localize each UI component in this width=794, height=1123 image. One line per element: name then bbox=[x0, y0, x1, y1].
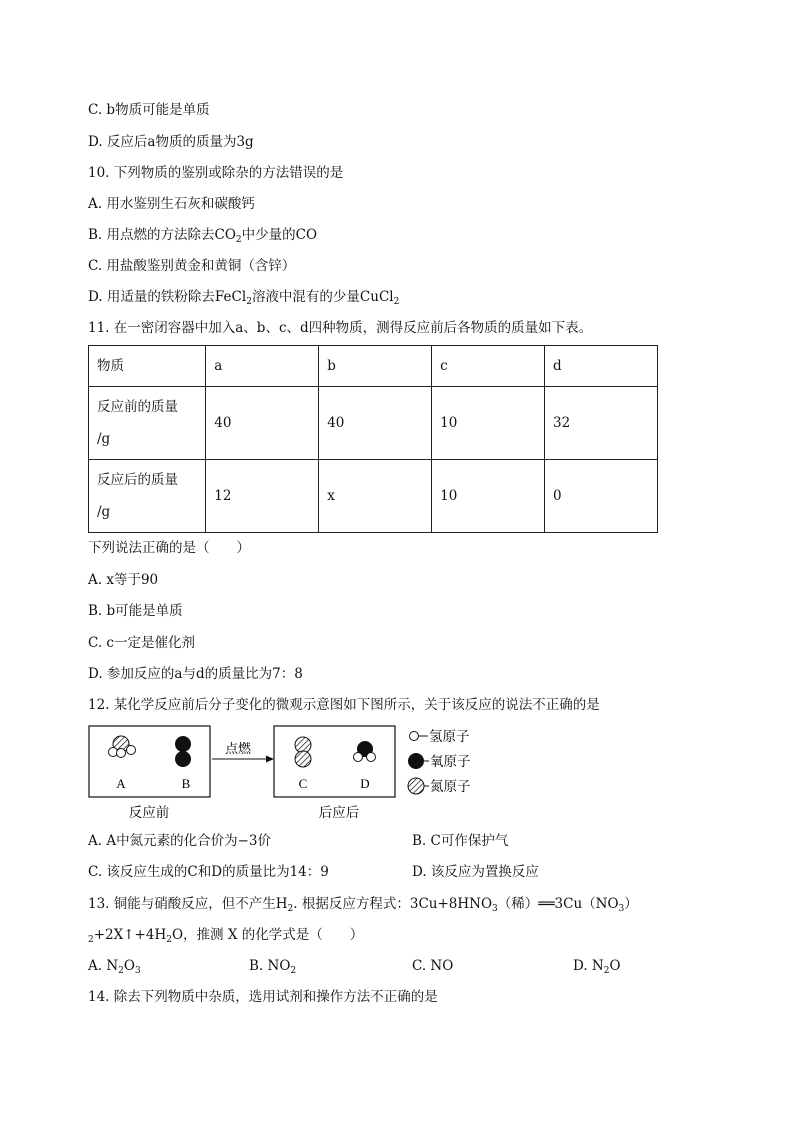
q13-option-c: C. NO bbox=[412, 958, 454, 974]
table-header-cell: 物质 bbox=[89, 346, 206, 387]
table-cell: 10 bbox=[432, 387, 545, 460]
q9-option-c: C. b物质可能是单质 bbox=[88, 102, 210, 118]
q13-stem-line2: $_2+2X↑+4H_2O$，推测 X 的化学式是（ ） bbox=[88, 927, 364, 945]
q10-option-d: D. 用适量的铁粉除去FeCl$_2$溶液中混有的少量CuCl$_2$ bbox=[88, 289, 400, 307]
q11-option-d: D. 参加反应的a与d的质量比为7：8 bbox=[88, 666, 303, 682]
after-caption: 后应后 bbox=[318, 805, 360, 821]
label-b: B bbox=[181, 776, 191, 791]
q10-option-a: A. 用水鉴别生石灰和碳酸钙 bbox=[88, 196, 255, 212]
q13-stem: 13. 铜能与硝酸反应，但不产生$H_2$. 根据反应方程式：$3Cu+8HNO_3$（稀）$══3Cu(NO_3)$ bbox=[88, 896, 638, 914]
nitrogen-atom-icon bbox=[408, 778, 424, 794]
q12-option-b: B. C可作保护气 bbox=[412, 833, 509, 849]
q12-stem: 12. 某化学反应前后分子变化的微观示意图如下图所示，关于该反应的说法不正确的是 bbox=[88, 697, 600, 713]
q10-option-b: B. 用点燃的方法除去$CO_2$中少量的CO bbox=[88, 227, 318, 245]
q11-stem: 11. 在一密闭容器中加入a、b、c、d四种物质，测得反应前后各物质的质量如下表。 bbox=[88, 320, 593, 336]
table-header-row bbox=[89, 346, 658, 387]
label-a: A bbox=[116, 776, 126, 791]
legend-nitrogen: 氮原子 bbox=[430, 779, 471, 795]
nitrogen-molecule bbox=[295, 737, 311, 767]
q10-stem: 10. 下列物质的鉴别或除杂的方法错误的是 bbox=[88, 165, 344, 181]
table-cell: 10 bbox=[432, 460, 545, 533]
table-cell: 40 bbox=[206, 387, 319, 460]
label-c: C bbox=[298, 776, 308, 791]
q14-stem: 14. 除去下列物质中杂质，选用试剂和操作方法不正确的是 bbox=[88, 989, 438, 1005]
q13-option-b: B. $NO_2$ bbox=[249, 958, 297, 976]
q12-option-a: A. A中氮元素的化合价为−3价 bbox=[88, 833, 271, 849]
before-caption: 反应前 bbox=[128, 805, 170, 821]
before-box bbox=[89, 726, 210, 797]
reaction-diagram bbox=[88, 722, 508, 826]
arrow-head-icon bbox=[266, 756, 274, 763]
table-cell: x bbox=[319, 460, 432, 533]
water-molecule bbox=[354, 741, 376, 762]
q9-option-d: D. 反应后a物质的质量为3g bbox=[88, 134, 254, 150]
after-box bbox=[274, 726, 395, 797]
table-header-cell: b bbox=[319, 346, 432, 387]
ammonia-molecule bbox=[109, 736, 136, 758]
q13-option-d: D. $N_2O$ bbox=[573, 958, 621, 976]
q10-option-c: C. 用盐酸鉴别黄金和黄铜（含锌） bbox=[88, 258, 296, 274]
mass-table bbox=[88, 345, 658, 533]
arrow-label: 点燃 bbox=[224, 742, 252, 757]
q13-option-a: A. $N_2O_3$ bbox=[88, 958, 141, 976]
table-row bbox=[89, 387, 658, 460]
table-row-label: 反应后的质量 /g bbox=[89, 460, 206, 533]
hydrogen-atom-icon bbox=[410, 732, 419, 741]
legend-hydrogen: 氢原子 bbox=[429, 729, 470, 745]
table-row-label: 反应前的质量 /g bbox=[89, 387, 206, 460]
table-row bbox=[89, 460, 658, 533]
table-cell: 40 bbox=[319, 387, 432, 460]
q11-option-a: A. x等于90 bbox=[88, 572, 159, 588]
oxygen-molecule bbox=[175, 736, 191, 767]
table-header-cell: d bbox=[545, 346, 658, 387]
q11-question: 下列说法正确的是（ ） bbox=[88, 540, 250, 556]
table-header-cell: a bbox=[206, 346, 319, 387]
legend-oxygen: 氧原子 bbox=[430, 754, 471, 770]
label-d: D bbox=[360, 776, 370, 791]
table-header-cell: c bbox=[432, 346, 545, 387]
q11-option-c: C. c一定是催化剂 bbox=[88, 635, 195, 651]
q12-option-c: C. 该反应生成的C和D的质量比为14：9 bbox=[88, 864, 329, 880]
table-cell: 0 bbox=[545, 460, 658, 533]
table-cell: 12 bbox=[206, 460, 319, 533]
legend bbox=[408, 729, 471, 795]
q12-option-d: D. 该反应为置换反应 bbox=[412, 864, 539, 880]
table-cell: 32 bbox=[545, 387, 658, 460]
q11-option-b: B. b可能是单质 bbox=[88, 603, 183, 619]
oxygen-atom-icon bbox=[408, 753, 424, 769]
